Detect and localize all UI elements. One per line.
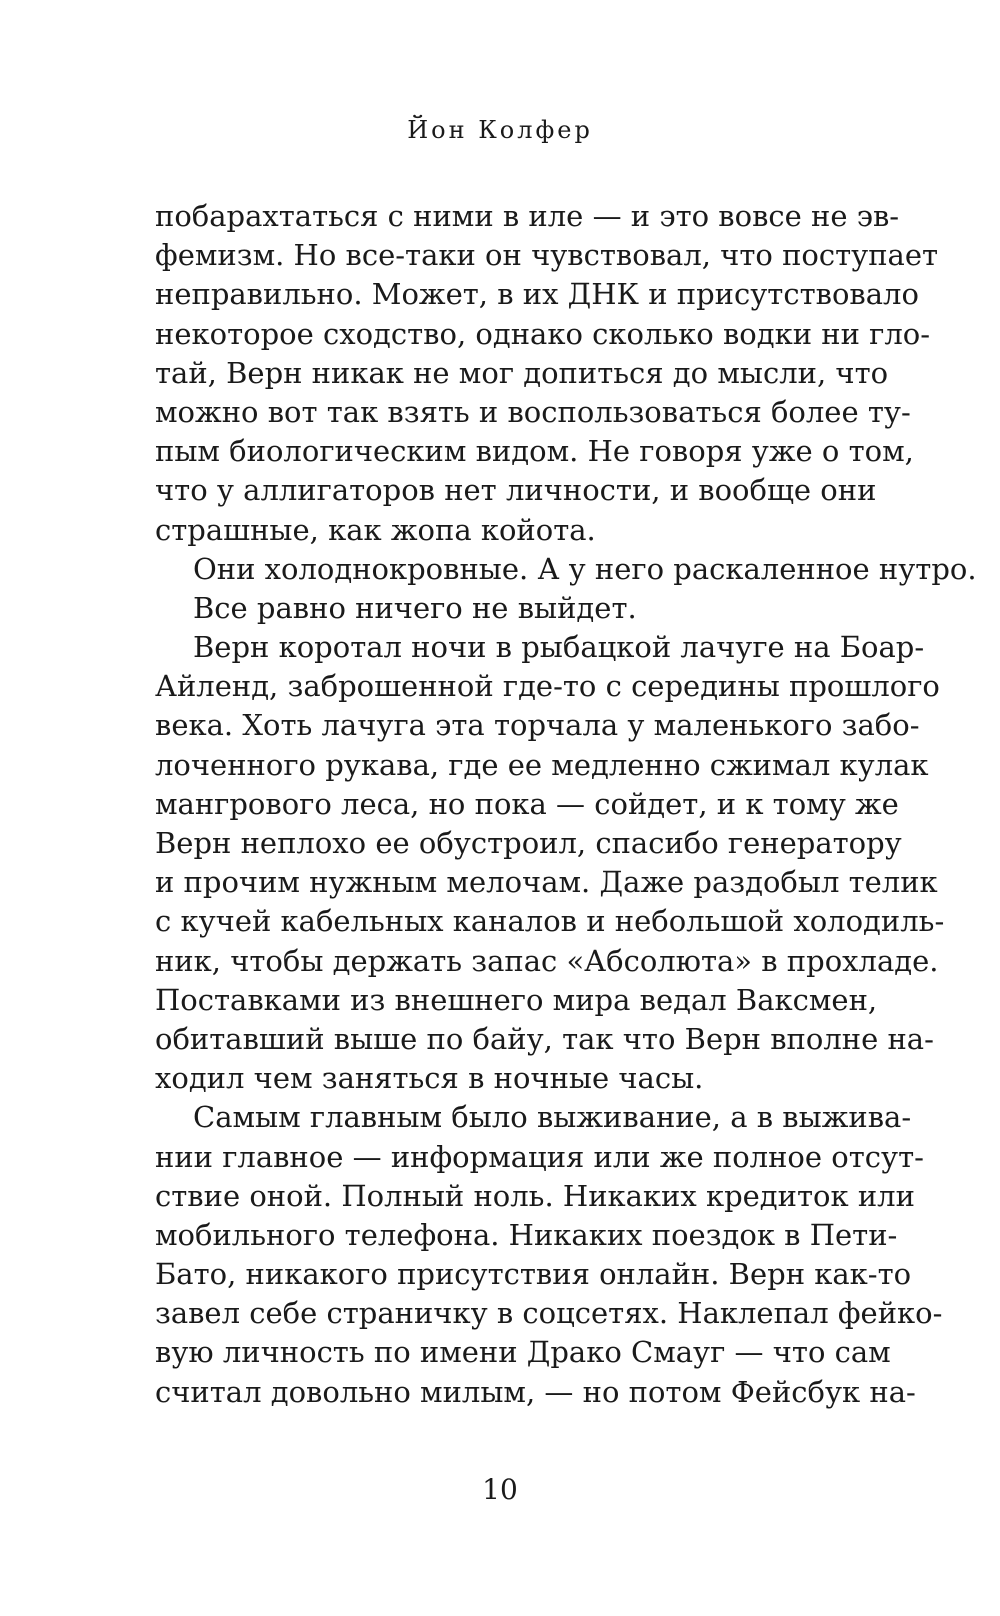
text-line: ник, чтобы держать запас «Абсолюта» в прохладе. — [155, 943, 939, 978]
text-line: Айленд, заброшенной где-то с середины прошлого — [155, 669, 940, 704]
text-line: с кучей кабельных каналов и небольшой холодиль- — [155, 904, 945, 939]
text-line: обитавший выше по байу, так что Верн вполне на- — [155, 1021, 934, 1056]
text-line-paragraph: Все равно ничего не выйдет. — [193, 590, 637, 625]
text-line: мангрового леса, но пока — сойдет, и к тому же — [155, 786, 899, 821]
text-line-last: страшные, как жопа койота. — [155, 512, 596, 547]
text-line: и прочим нужным мелочам. Даже раздобыл телик — [155, 865, 938, 900]
text-line-paragraph: Самым главным было выживание, а в выжива- — [193, 1100, 912, 1135]
text-line: века. Хоть лачуга эта торчала у маленького забо- — [155, 708, 920, 743]
page-number: 10 — [482, 1473, 518, 1506]
text-line: фемизм. Но все-таки он чувствовал, что поступает — [155, 238, 939, 273]
text-line: вую личность по имени Драко Смауг — что сам — [155, 1335, 891, 1370]
text-line: побарахтаться с ними в иле — и это вовсе не эв- — [155, 199, 900, 233]
text-line: лоченного рукава, где ее медленно сжимал кулак — [155, 747, 929, 782]
text-line-last: ходил чем заняться в ночные часы. — [155, 1061, 704, 1096]
text-line: неправильно. Может, в их ДНК и присутствовало — [155, 277, 919, 312]
text-line: что у аллигаторов нет личности, и вообще они — [155, 473, 877, 508]
text-line: нии главное — информация или же полное отсут- — [155, 1139, 924, 1174]
text-line: ствие оной. Полный ноль. Никаких кредиток или — [155, 1178, 915, 1213]
text-line: Верн неплохо ее обустроил, спасибо генератору — [155, 826, 902, 860]
body-text — [155, 197, 977, 1412]
text-line: завел себе страничку в соцсетях. Наклепал фейко- — [155, 1296, 943, 1331]
text-line: мобильного телефона. Никаких поездок в Пети- — [155, 1217, 898, 1252]
text-line: некоторое сходство, однако сколько водки ни гло- — [155, 316, 931, 351]
text-line: можно вот так взять и воспользоваться более ту- — [155, 394, 911, 429]
text-line: считал довольно милым, — но потом Фейсбук на- — [155, 1374, 916, 1409]
text-line: Бато, никакого присутствия онлайн. Верн как-то — [155, 1257, 912, 1292]
text-line: Поставками из внешнего мира ведал Ваксмен, — [155, 982, 878, 1017]
text-line: тай, Верн никак не мог допиться до мысли, что — [155, 355, 889, 390]
running-head: Йон Колфер — [407, 116, 593, 144]
text-line-paragraph: Верн коротал ночи в рыбацкой лачуге на Боар- — [193, 630, 925, 665]
text-line: пым биологическим видом. Не говоря уже о том, — [155, 434, 914, 469]
text-line-paragraph: Они холоднокровные. А у него раскаленное нутро. — [193, 551, 977, 586]
